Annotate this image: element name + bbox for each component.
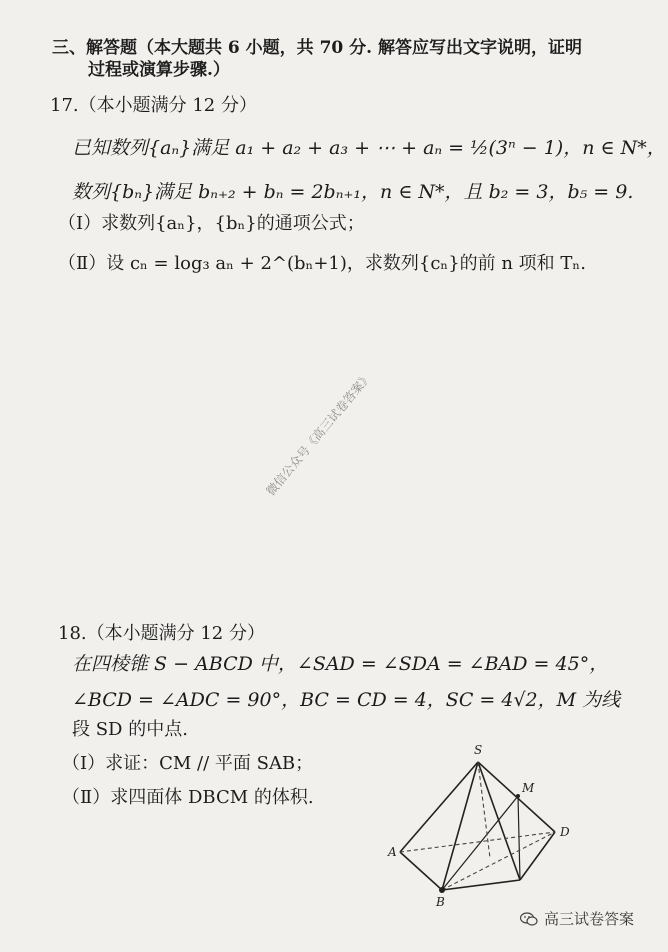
label-s: S — [474, 743, 483, 757]
q17-part1: （Ⅰ）求数列{aₙ}，{bₙ}的通项公式； — [58, 213, 365, 234]
edge-ad-hidden — [400, 832, 555, 852]
section-heading-line1: 三、解答题（本大题共 6 小题，共 70 分. 解答应写出文字说明，证明 — [52, 38, 582, 58]
q17-line1: 已知数列{aₙ}满足 a₁ + a₂ + a₃ + ⋯ + aₙ = ½(3ⁿ − 1)，n ∈ N*， — [72, 137, 666, 159]
pyramid-figure — [380, 740, 580, 910]
watermark-text: 微信公众号《高三试卷答案》 — [263, 369, 375, 499]
q18-line1: 在四棱锥 S − ABCD 中，∠SAD = ∠SDA = ∠BAD = 45°， — [72, 653, 609, 675]
wechat-icon — [520, 912, 538, 926]
edge-cd — [520, 832, 555, 880]
label-m: M — [522, 781, 535, 795]
footer-brand — [520, 908, 634, 929]
edge-sa — [400, 762, 478, 852]
label-b: B — [436, 895, 445, 909]
section-heading-line2: 过程或演算步骤.） — [88, 60, 230, 80]
edge-bd-hidden — [442, 832, 555, 890]
vertex-b-dot — [439, 887, 445, 893]
q17-line2: 数列{bₙ}满足 bₙ₊₂ + bₙ = 2bₙ₊₁，n ∈ N*，且 b₂ = 3，b₅ = 9. — [72, 181, 634, 203]
label-a: A — [388, 845, 397, 859]
q17-header: 17.（本小题满分 12 分） — [50, 95, 257, 116]
q17-part2: （Ⅱ）设 cₙ = log₃ aₙ + 2^(bₙ+1)，求数列{cₙ}的前 n 项和 Tₙ. — [58, 253, 586, 274]
q18-header: 18.（本小题满分 12 分） — [58, 623, 265, 644]
q18-line3: 段 SD 的中点. — [72, 719, 188, 740]
edge-sc — [478, 762, 520, 880]
segment-cm — [518, 796, 520, 880]
q18-part2: （Ⅱ）求四面体 DBCM 的体积. — [62, 787, 314, 808]
q18-line2: ∠BCD = ∠ADC = 90°，BC = CD = 4，SC = 4√2，M 为线 — [72, 689, 621, 711]
edge-ab — [400, 852, 442, 890]
edge-bc — [442, 880, 520, 890]
label-d: D — [560, 825, 570, 839]
edge-sb — [442, 762, 478, 890]
vertex-m-dot — [516, 794, 520, 798]
footer-brand-text: 高三试卷答案 — [544, 910, 635, 928]
q18-part1: （Ⅰ）求证：CM // 平面 SAB； — [62, 753, 314, 774]
